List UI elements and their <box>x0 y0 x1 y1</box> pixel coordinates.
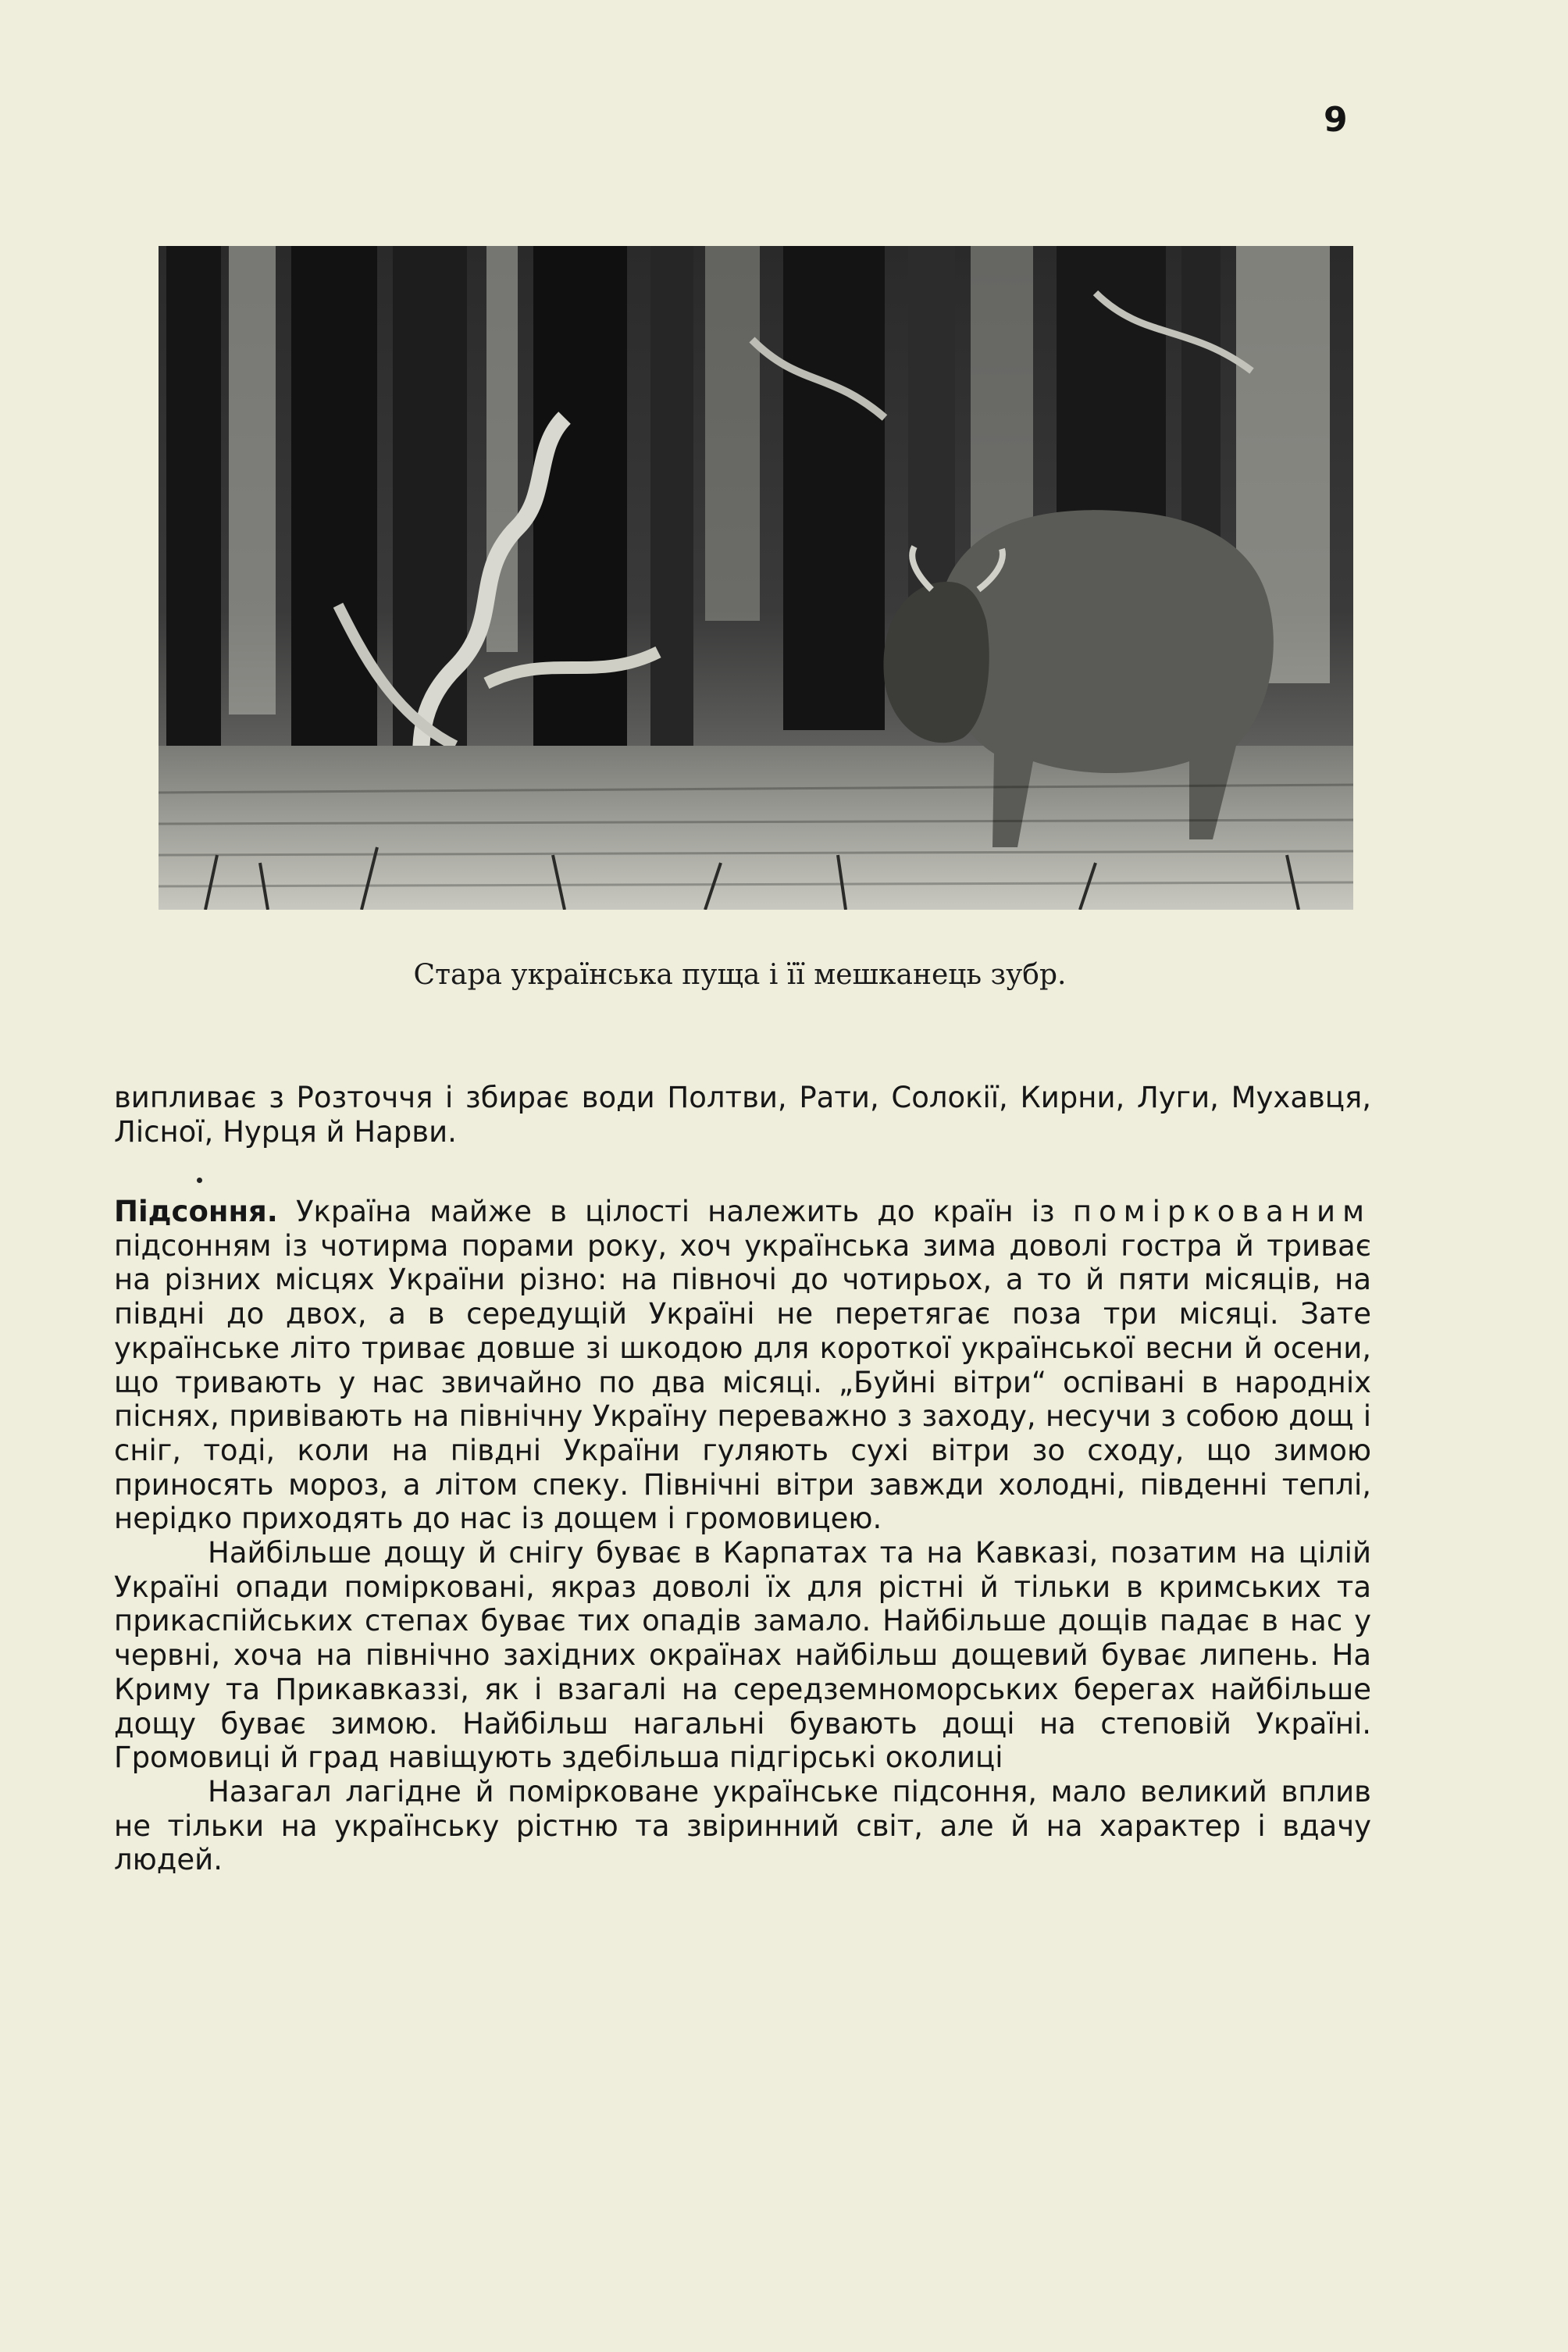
section-heading: Підсоння. <box>114 1195 278 1228</box>
climate-lead-1: Україна майже в цілості належить до країн із <box>277 1195 1073 1228</box>
climate-emphasis: поміркованим <box>1072 1195 1371 1228</box>
intro-text: випливає з Розточчя і збирає води Полтви, Рати, Солокії, Кирни, Луги, Мухавця, Лісної, Нурця й Нарви. <box>114 1081 1371 1149</box>
figure-caption: Стара українська пуща і її мешканець зубр. <box>413 959 1067 991</box>
intro-paragraph <box>114 1081 1371 1149</box>
page-number: 9 <box>1324 100 1348 140</box>
stray-dot <box>197 1178 202 1183</box>
climate-paragraph-3: Назагал лагідне й помірковане українське підсоння, мало великий вплив не тільки на українську рістню та звіринний світ, але й на характер і вдачу людей. <box>114 1774 1371 1877</box>
bison-in-forest-illustration <box>159 246 1353 910</box>
climate-lead-2: підсонням із чотирма порами року, хоч українська зима доволі гостра й триває на різних місцях України різно: на півночі до чотирьох, а то й пяти місяців, на півдні до двох, а в середущій Україні не перетягає поза три місяці. Зате українське літо триває довше зі шкодою для короткої української весни й осени, що тривають у нас звичайно по два місяці. „Буйні вітри“ оспівані в народніх піснях, привівають на північну Україну переважно з заходу, несучи з собою дощ і сніг, тоді, коли на півдні України гуляють сухі вітри зо сходу, що зимою приносять мороз, а літом спеку. Північні вітри завжди холодні, південні теплі, нерідко приходять до нас із дощем і громовицею. <box>114 1228 1371 1536</box>
climate-section <box>114 1195 1371 1877</box>
climate-paragraph-2: Найбільше дощу й снігу буває в Карпатах та на Кавказі, позатим на цілій Україні опади помірковані, якраз доволі їх для рістні й тільки в кримських та прикаспійських степах буває тих опадів замало. Найбільше дощів падає в нас у червні, хоча на північно західних окраїнах найбільш дощевий буває липень. На Криму та Прикавказзі, як і взагалі на середземноморських берегах найбільше дощу буває зимою. Найбільш нагальні бувають дощі на степовій Україні. Громовиці й град навіщують здебільша підгірські околиці <box>114 1536 1371 1775</box>
climate-paragraph-1 <box>114 1195 1371 1536</box>
